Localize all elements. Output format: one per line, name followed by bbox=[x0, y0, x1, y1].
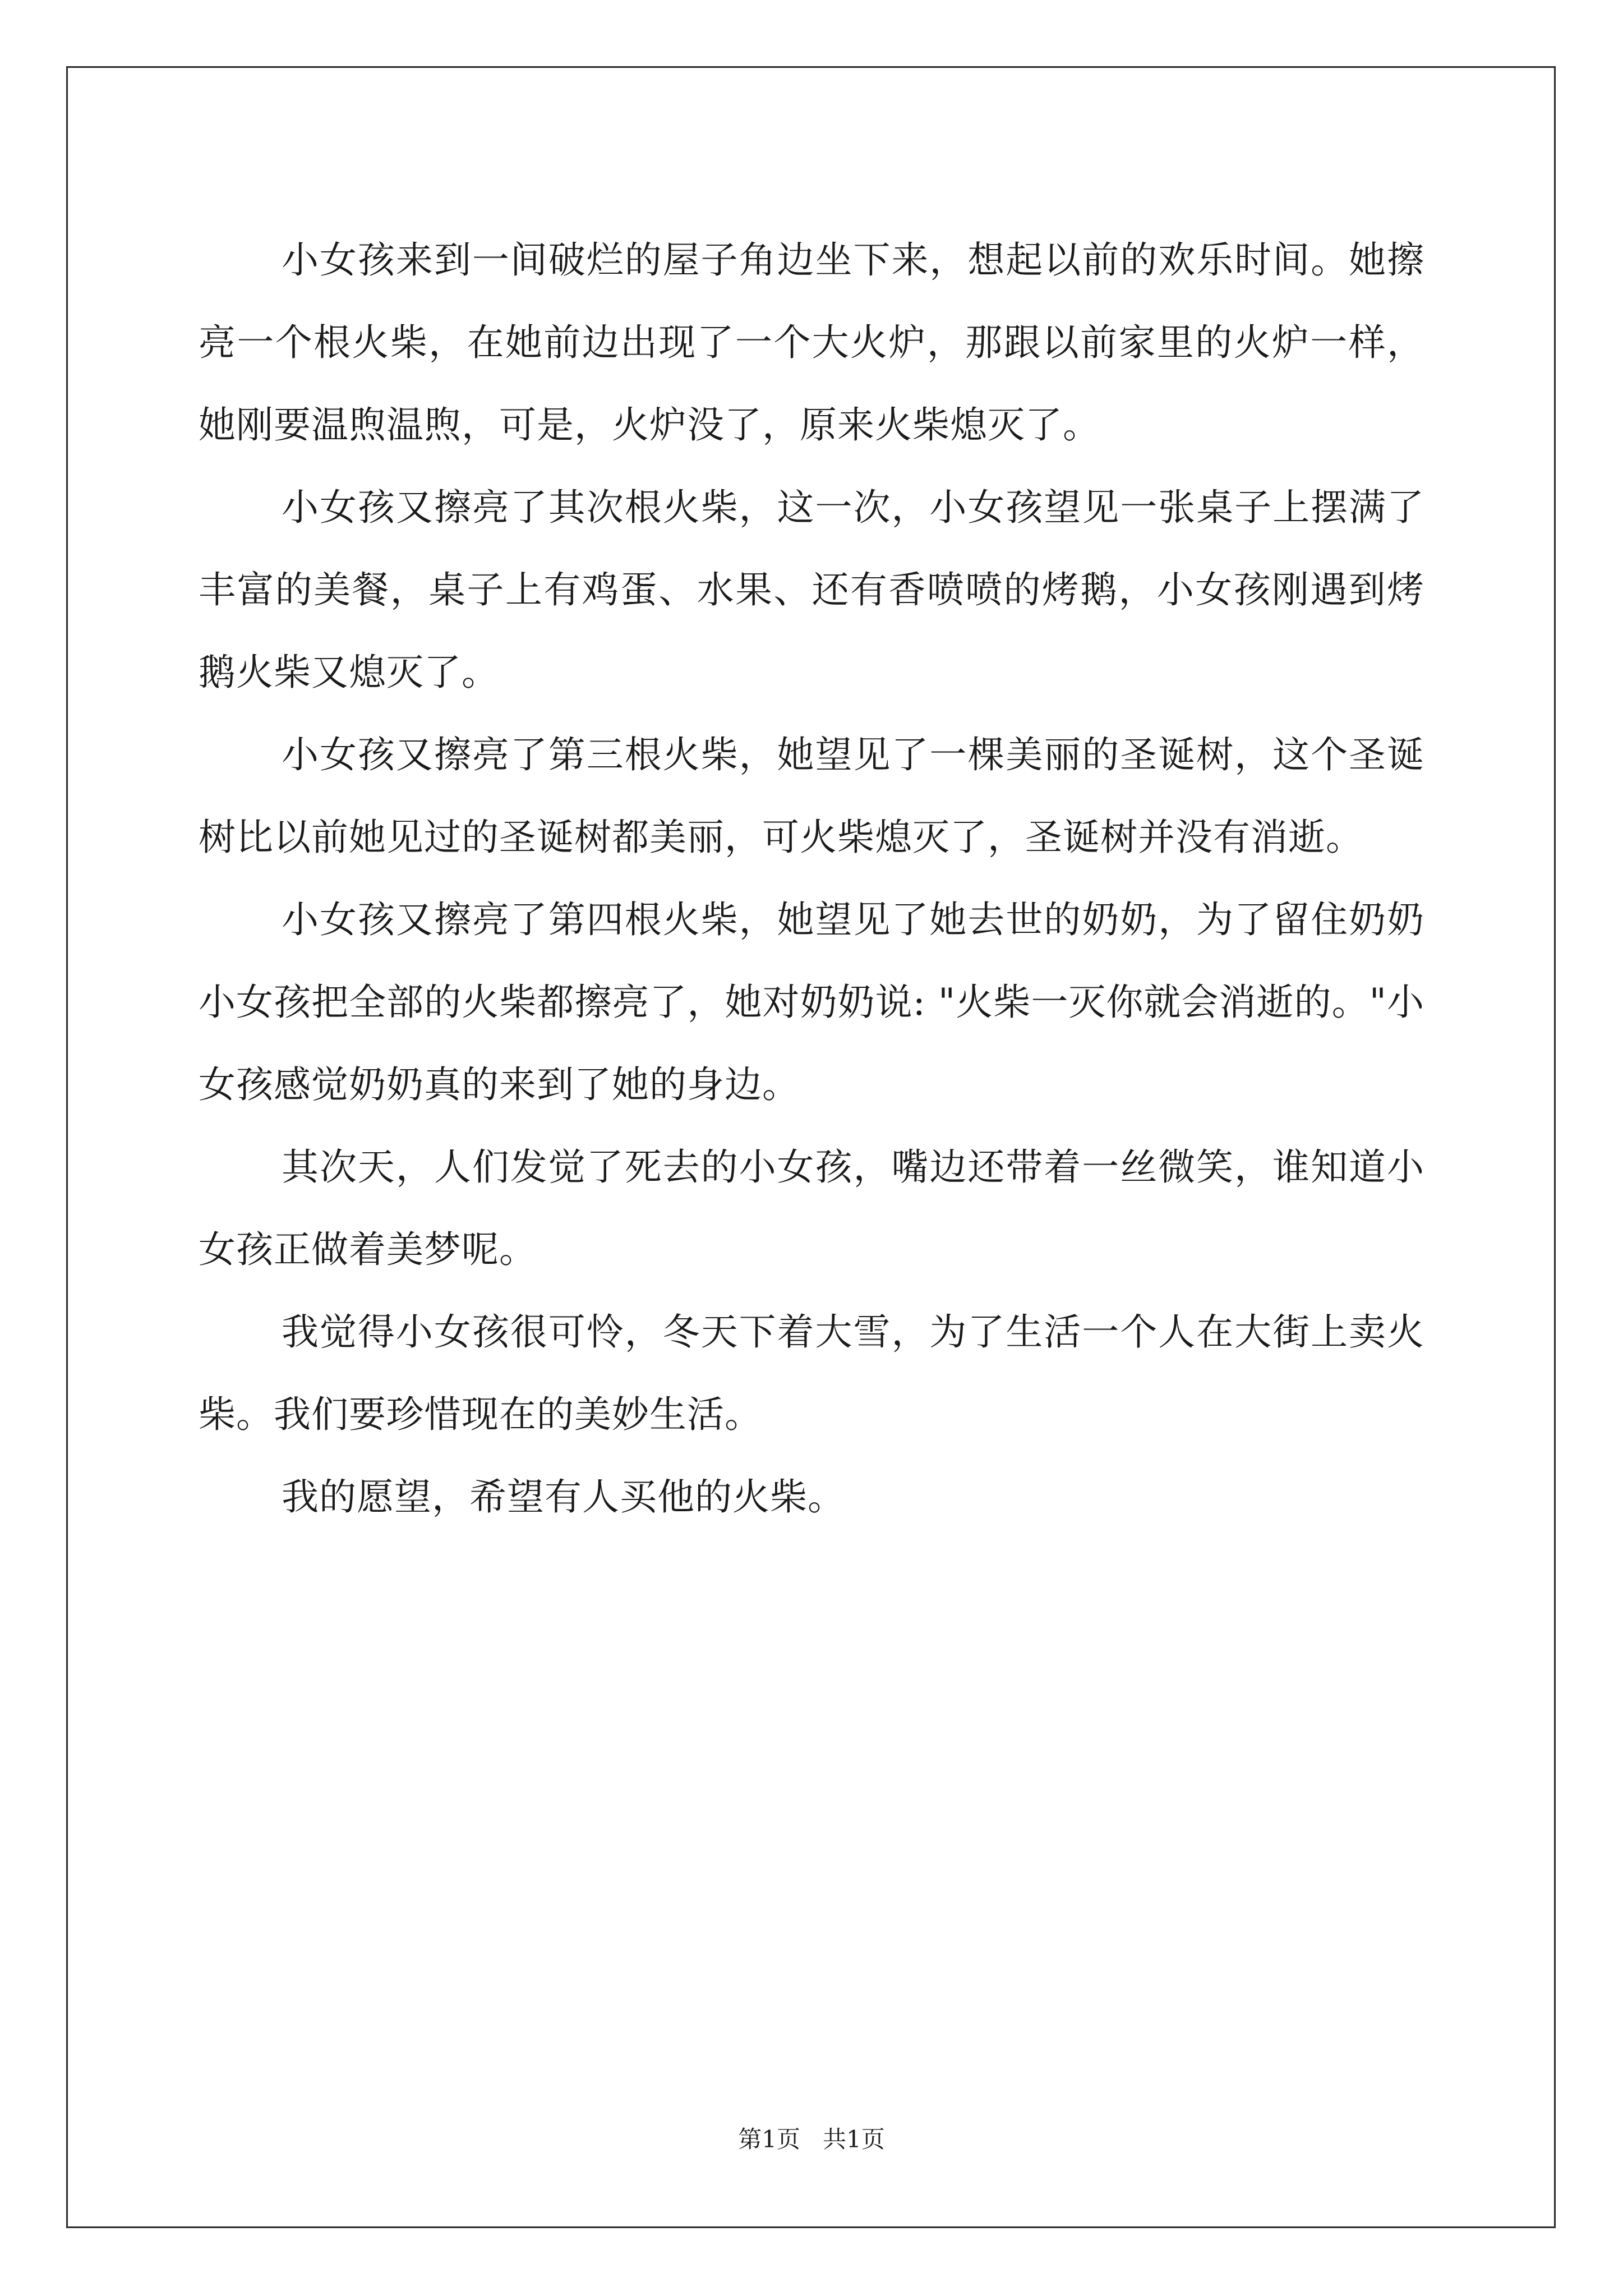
document-body bbox=[199, 219, 1424, 1538]
page-total: 共1页 bbox=[823, 2125, 885, 2153]
paragraph-7: 我的愿望，希望有人买他的火柴。 bbox=[282, 1475, 845, 1519]
paragraph-4: 小女孩又擦亮了第四根火柴，她望见了她去世的奶奶，为了留住奶奶小女孩把全部的火柴都擦亮了，她对奶奶说: "火柴一灭你就会消逝的。"小女孩感觉奶奶真的来到了她的身边。 bbox=[199, 898, 1424, 1106]
page-number: 第1页 bbox=[738, 2125, 800, 2153]
paragraph-5: 其次天，人们发觉了死去的小女孩，嘴边还带着一丝微笑，谁知道小女孩正做着美梦呢。 bbox=[199, 1145, 1424, 1271]
paragraph-1: 小女孩来到一间破烂的屋子角边坐下来，想起以前的欢乐时间。她擦亮一个根火柴，在她前边出现了一个大火炉，那跟以前家里的火炉一样，她刚要温煦温煦，可是，火炉没了，原来火柴熄灭了。 bbox=[199, 238, 1424, 447]
paragraph-2: 小女孩又擦亮了其次根火柴，这一次，小女孩望见一张桌子上摆满了丰富的美餐，桌子上有鸡蛋、水果、还有香喷喷的烤鹅，小女孩刚遇到烤鹅火柴又熄灭了。 bbox=[199, 486, 1424, 694]
paragraph-3: 小女孩又擦亮了第三根火柴，她望见了一棵美丽的圣诞树，这个圣诞树比以前她见过的圣诞树都美丽，可火柴熄灭了，圣诞树并没有消逝。 bbox=[199, 733, 1424, 859]
paragraph-6: 我觉得小女孩很可怜，冬天下着大雪，为了生活一个人在大街上卖火柴。我们要珍惜现在的美妙生活。 bbox=[199, 1310, 1424, 1436]
page-footer bbox=[0, 2123, 1623, 2156]
